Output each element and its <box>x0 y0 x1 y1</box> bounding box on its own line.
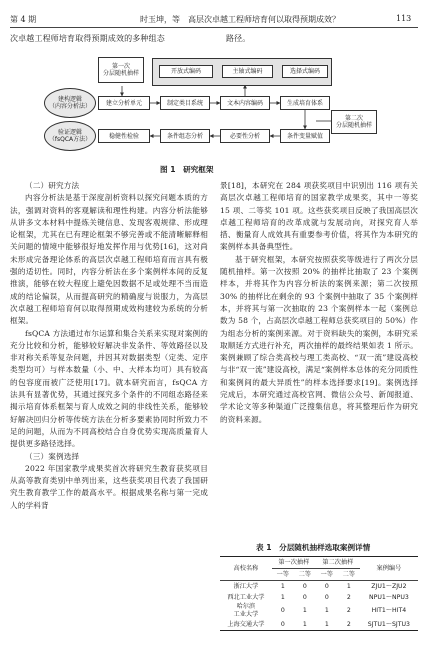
col-school: 高校名称 <box>220 557 272 581</box>
paragraph-content-analysis: 内容分析法是基于深度剖析资料以探究问题本质的方法，强调对资料的客观解读和理性构建。内容分析法能够从讲多文本材料中提炼关键信息、发现客观规律、形成理论框架，尤其在已有理论框架不够完善或不能清晰解释相关问题的情境中能够很好地发挥作用与优势[16]，这对尚未形成完备理论体系的高层次卓越工程师培育而言具有极强的适切性。同时，内容分析法在多个案例样本间的反复推演，能够在较大程度上避免因数据不足或处理不当而造成的结论偏误，从而提高研究的精确度与说服力，为高层次卓越工程师培育何以取得预期成效构建较为系统的分析框架。 <box>10 193 208 326</box>
sub-first-prize-2: 一等 <box>316 569 338 581</box>
value-cell: 2 <box>346 620 351 628</box>
configuration-analysis-box: 条件组态分析 <box>160 129 210 143</box>
text-coding-box: 文本内容编码 <box>220 96 270 110</box>
value-cell: 1 <box>302 607 307 614</box>
value-cell: 0 <box>280 607 285 614</box>
value-cell: 0 <box>302 593 307 601</box>
col-second-sampling: 第二次抽样 <box>316 557 360 569</box>
training-system-box: 生成培育体系 <box>280 96 330 110</box>
value-cell: 1 <box>324 620 329 628</box>
paragraph-fsqca: fsQCA 方法通过布尔运算和集合关系来实现对案例的充分比较和分析，能够较好解决非发条件、等效路径以及非对称关系等复杂问题，并因其对数据类型（定类、定序类型均可）与样本数量（小、中、大样本均可）具有较高的包容度而被广泛使用[17]。就本研究而言，fsQCA 方法具有显著优势，其通过探究多个条件的不同组态路径来揭示培育体系框架与育人成效之间的非线性关系，能够较好解决回归分析等传统方法在分析多要素协同时所致力不足的问题，从而为不同高校结合自身优势实现高质量育人提供更多路径选择。 <box>10 328 208 449</box>
table-header-row <box>220 557 418 569</box>
issue-number: 第 4 期 <box>10 15 37 24</box>
variable-assignment-box: 条件变量赋值 <box>280 129 330 143</box>
paragraph-sampling: 基于研究框架，本研究按照获奖等级进行了两次分层随机抽样。第一次按照 20% 的抽样比抽取了 23 个案例样本，并将其作为内容分析法的案例来源；第二次按照 30% 的抽样比在剩余的 93 个案例中抽取了 35 个案例样本，并将其与第一次抽取的 23 个案例样本一起（案例总数为 58 个，占高层次卓越工程师总获奖项目的 50%）作为组态分析的案例来源。对于资料缺失的案例，本研究采取顺延方式进行补充，两次抽样的最终结果如表 1 所示。案例兼顾了综合类高校与理工类高校、“双一流”建设高校与非“双一流”建设高校，满足“案例样本总体的充分同质性和案例间的最大异质性”的样本选择要求[19]。案例选择完成后，本研究通过高校官网、微信公众号、新闻报道、学术论文等多种渠道广泛搜集信息，将其整理后作为研究的资料来源。 <box>220 254 418 424</box>
validation-logic-oval: 验证逻辑 （fsQCA方法） <box>44 121 96 151</box>
necessity-analysis-box: 必要性分析 <box>220 129 270 143</box>
analysis-unit-box: 建立分析单元 <box>98 96 150 110</box>
sampling-table <box>220 556 418 631</box>
school-cell: 浙江大学 <box>233 582 259 590</box>
top-line-right: 路径。 <box>226 34 251 43</box>
table-row <box>220 619 418 631</box>
value-cell: 1 <box>280 593 285 601</box>
code-cell: HIT1～HIT4 <box>371 607 407 614</box>
value-cell: 1 <box>302 620 307 628</box>
section-methods-heading: （二）研究方法 <box>25 181 80 190</box>
selective-coding-box: 选择式编码 <box>282 65 328 78</box>
school-cell: 哈尔滨 工业大学 <box>233 603 259 618</box>
right-column <box>220 180 418 426</box>
figure-caption: 图 1 研究框架 <box>160 165 214 174</box>
left-column <box>10 180 208 512</box>
value-cell: 2 <box>346 593 351 601</box>
col-first-sampling: 第一次抽样 <box>272 557 316 569</box>
code-cell: SJTU1～SJTU3 <box>367 620 410 628</box>
value-cell: 1 <box>324 607 329 614</box>
value-cell: 1 <box>280 582 285 590</box>
first-sampling-tag: 第一次 分层随机抽样 <box>98 57 144 83</box>
school-cell: 西北工业大学 <box>227 593 265 601</box>
sub-second-prize-1: 二等 <box>294 569 316 581</box>
value-cell: 2 <box>346 607 351 614</box>
value-cell: 0 <box>302 582 307 590</box>
sub-first-prize-1: 一等 <box>272 569 294 581</box>
value-cell: 0 <box>280 620 285 628</box>
value-cell: 0 <box>324 593 329 601</box>
code-cell: ZJU1～ZJU2 <box>371 582 407 590</box>
table-caption: 表 1 分层随机抽样选取案例详情 <box>256 543 371 552</box>
page-number: 113 <box>396 14 412 23</box>
school-cell: 上海交通大学 <box>227 620 265 628</box>
second-sampling-tag: 第二次 分层随机抽样 <box>331 110 377 134</box>
construction-logic-oval: 建构逻辑 （内容分析法） <box>44 88 96 118</box>
header-rule <box>10 27 418 28</box>
section-case-selection-heading: （三）案例选择 <box>25 451 80 461</box>
value-cell: 0 <box>324 582 329 590</box>
table-row <box>220 581 418 593</box>
sub-second-prize-2: 二等 <box>338 569 360 581</box>
research-framework-figure <box>0 52 427 162</box>
axial-coding-box: 主轴式编码 <box>222 65 273 78</box>
value-cell: 1 <box>346 582 351 590</box>
paragraph-case-selection: 2022 年国家教学成果奖首次将研究生教育获奖项目从高等教育类别中单列出来，这些获奖项目代表了我国研究生教育教学工作的最高水平。根据成果名称与第一完成人的学科背 <box>10 463 208 510</box>
top-line-left: 次卓越工程师培育取得预期成效的多种组态 <box>10 34 165 43</box>
category-system-box: 制定类目系统 <box>160 96 210 110</box>
code-cell: NPU1～NPU3 <box>368 593 409 601</box>
col-case-code: 案例编号 <box>360 557 418 581</box>
open-coding-box: 开放式编码 <box>159 65 213 78</box>
table-row <box>220 603 418 619</box>
running-title: 时玉坤，等 高层次卓越工程师培育何以取得预期成效？ <box>140 15 340 24</box>
robustness-test-box: 稳健性检验 <box>98 129 150 143</box>
paragraph-award-projects: 景[18]，本研究在 284 项获奖项目中识别出 116 项有关高层次卓越工程师培育的国家教学成果奖，其中一等奖 15 项、二等奖 101 项。这些获奖项目反映了我国高层次卓越工程师培育的改革成就与发展动向，对探究育人举措、衡量育人成效具有重要参考价值，将其作为本研究的案例样本具备典型性。 <box>220 181 418 252</box>
table-row <box>220 592 418 603</box>
